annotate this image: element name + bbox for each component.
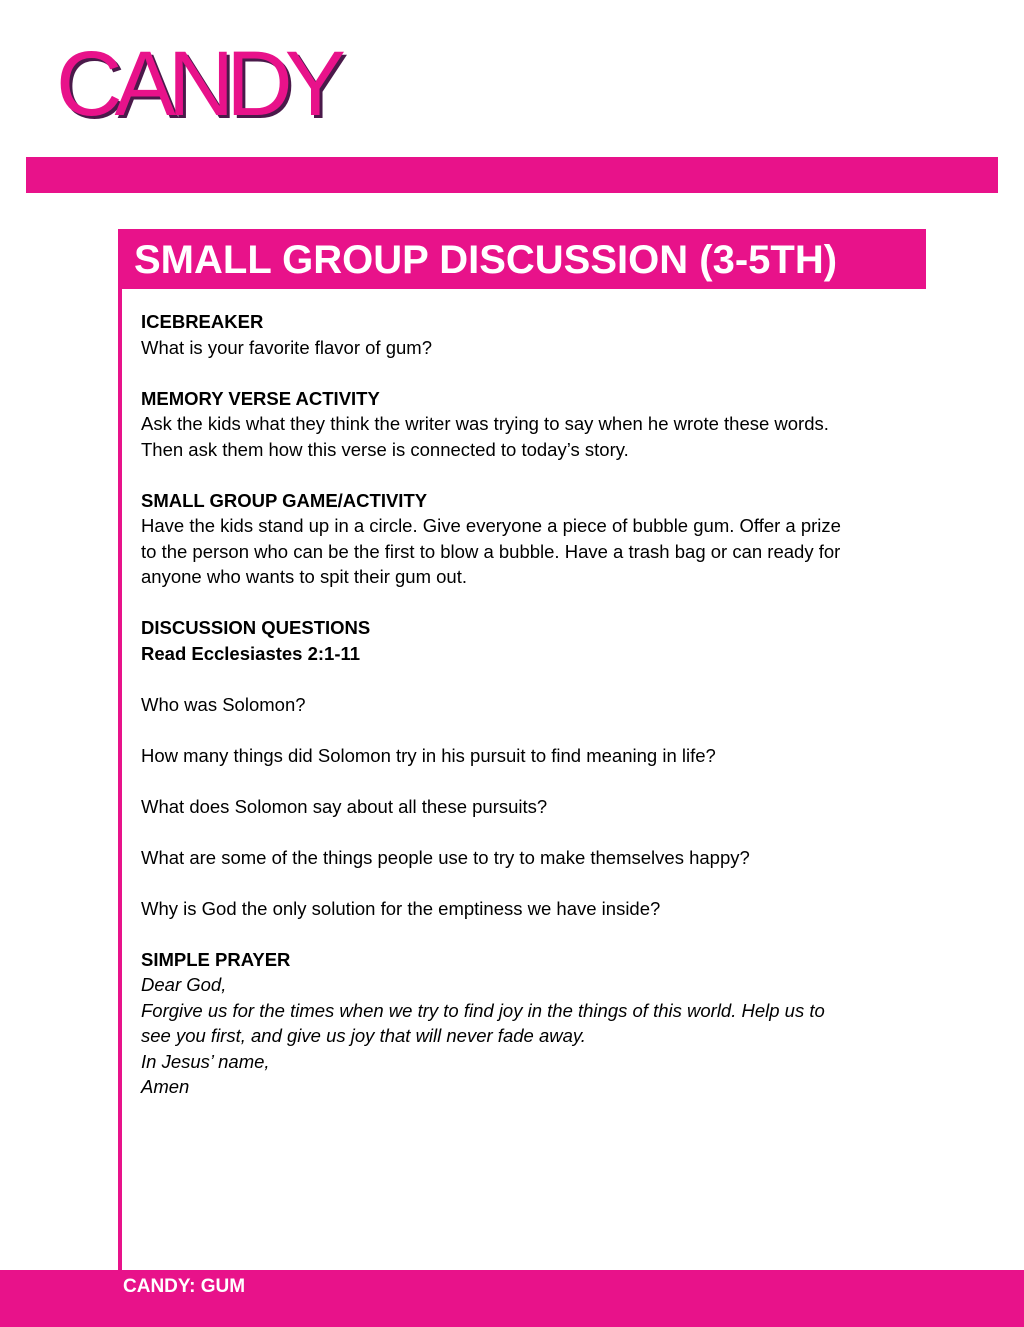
memory-verse-line: Ask the kids what they think the writer was trying to say when he wrote these words. — [141, 413, 829, 434]
footer-bar — [0, 1270, 1024, 1327]
memory-verse-section — [141, 386, 931, 463]
prayer-line: Forgive us for the times when we try to find joy in the things of this world. Help us to — [141, 999, 825, 1021]
discussion-question: Who was Solomon? — [141, 693, 306, 715]
icebreaker-heading: ICEBREAKER — [141, 311, 264, 332]
left-rule — [118, 229, 122, 1274]
memory-verse-heading: MEMORY VERSE ACTIVITY — [141, 387, 380, 409]
discussion-question: What are some of the things people use to try to make themselves happy? — [141, 846, 750, 868]
section-title: SMALL GROUP DISCUSSION (3-5TH) — [134, 238, 838, 282]
section-banner — [118, 229, 926, 289]
game-section — [141, 488, 931, 590]
prayer-section — [141, 947, 931, 1100]
discussion-question: What does Solomon say about all these pursuits? — [141, 795, 548, 817]
footer-text: CANDY: GUM — [123, 1276, 246, 1297]
discussion-question: Why is God the only solution for the emptiness we have inside? — [141, 897, 661, 919]
prayer-line: Amen — [141, 1076, 190, 1097]
memory-verse-line: Then ask them how this verse is connected to today’s story. — [141, 438, 629, 460]
discussion-section — [141, 615, 931, 921]
icebreaker-section — [141, 309, 931, 360]
discussion-reading: Read Ecclesiastes 2:1-11 — [141, 642, 361, 664]
top-accent-bar — [26, 157, 998, 193]
game-line: Have the kids stand up in a circle. Give everyone a piece of bubble gum. Offer a prize — [141, 515, 841, 536]
game-line: to the person who can be the first to blow a bubble. Have a trash bag or can ready for — [141, 540, 841, 562]
prayer-line: see you first, and give us joy that will never fade away. — [141, 1025, 586, 1046]
prayer-line: In Jesus’ name, — [141, 1050, 270, 1072]
prayer-line: Dear God, — [141, 974, 227, 995]
discussion-heading: DISCUSSION QUESTIONS — [141, 617, 371, 638]
game-line: anyone who wants to spit their gum out. — [141, 566, 467, 587]
prayer-heading: SIMPLE PRAYER — [141, 948, 291, 970]
content — [141, 309, 931, 1100]
logo-title: CANDY — [56, 33, 339, 135]
discussion-question: How many things did Solomon try in his pursuit to find meaning in life? — [141, 744, 716, 766]
icebreaker-text: What is your favorite flavor of gum? — [141, 336, 432, 358]
game-heading: SMALL GROUP GAME/ACTIVITY — [141, 489, 428, 511]
